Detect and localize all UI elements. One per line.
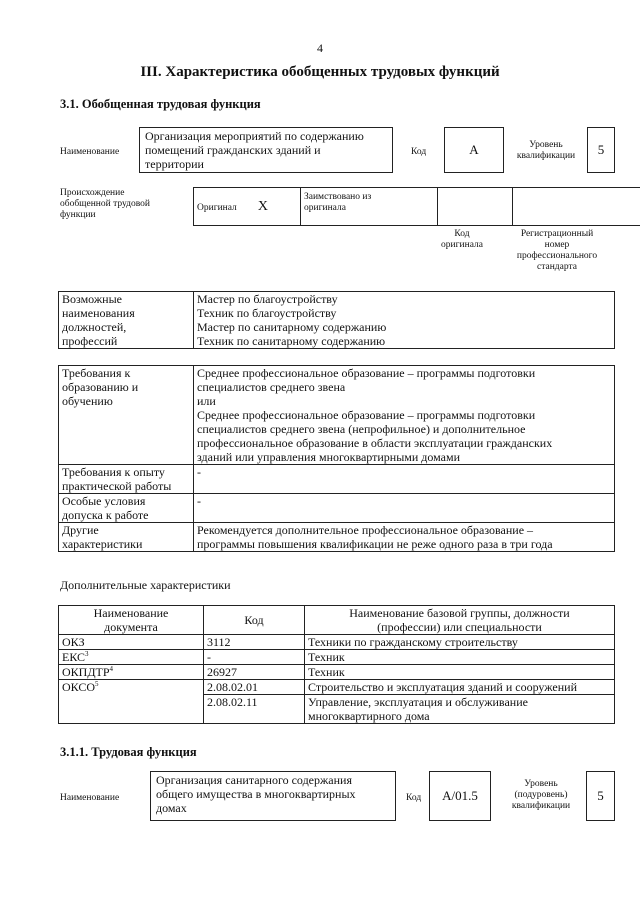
table-row (59, 650, 615, 665)
row-code: - (204, 650, 305, 665)
gtf-name-box (139, 127, 393, 173)
gtf-origin-table (193, 187, 640, 226)
origin-reg-cell (513, 188, 640, 226)
row-name: Техник (305, 665, 615, 680)
tf-code-label: Код (406, 793, 422, 803)
tf-level-value: 5 (586, 771, 615, 821)
additional-table (58, 605, 615, 724)
table-row (59, 665, 615, 680)
origin-original-cell (194, 188, 301, 226)
tf-name-line: общего имущества в многоквартирных (156, 787, 356, 801)
table-row (59, 680, 615, 695)
position-item: Техник по санитарному содержанию (197, 334, 386, 348)
tf-name-line: домах (156, 801, 187, 815)
positions-label: Возможные наименования должностей, профессий (59, 292, 194, 349)
tf-name-label: Наименование (60, 793, 120, 803)
gtf-code-value: А (444, 127, 504, 173)
req-experience-label: Требования к опыту практической работы (59, 465, 194, 494)
additional-header-name: Наименование базовой группы, должности (профессии) или специальности (305, 606, 615, 635)
row-name: Техник (305, 650, 615, 665)
tf-code-value: А/01.5 (429, 771, 491, 821)
row-doc (59, 695, 204, 724)
origin-borrowed-cell: Заимствовано из оригинала (301, 188, 438, 226)
gtf-name-line: помещений гражданских зданий и (145, 143, 321, 157)
origin-code-cell (438, 188, 513, 226)
tf-name-line: Организация санитарного содержания (156, 773, 352, 787)
tf-heading: 3.1.1. Трудовая функция (60, 745, 197, 759)
gtf-name-line: Организация мероприятий по содержанию (145, 129, 364, 143)
gtf-level-label: Уровень квалификации (516, 140, 576, 161)
section-title: III. Характеристика обобщенных трудовых функций (140, 64, 500, 80)
row-code: 2.08.02.01 (204, 680, 305, 695)
origin-mark: X (257, 199, 268, 214)
position-item: Мастер по благоустройству (197, 292, 338, 306)
page-number: 4 (317, 41, 323, 55)
row-name: Техники по гражданскому строительству (305, 635, 615, 650)
positions-list (194, 292, 615, 349)
origin-original-label: Оригинал (197, 203, 237, 213)
row-name: Строительство и эксплуатация зданий и сооружений (305, 680, 615, 695)
row-doc: ОКЗ (59, 635, 204, 650)
req-admission-label: Особые условия допуска к работе (59, 494, 194, 523)
additional-header-code: Код (204, 606, 305, 635)
position-item: Мастер по санитарному содержанию (197, 320, 387, 334)
gtf-code-label: Код (411, 147, 427, 157)
gtf-level-value: 5 (587, 127, 615, 173)
requirements-table (58, 365, 615, 552)
row-doc: ЕКС$^3$ (59, 650, 204, 665)
tf-name-box (150, 771, 396, 821)
additional-heading: Дополнительные характеристики (60, 578, 231, 592)
req-education-label: Требования к образованию и обучению (59, 366, 194, 465)
row-code: 26927 (204, 665, 305, 680)
row-name: Управление, эксплуатация и обслуживание многоквартирного дома (305, 695, 615, 724)
tf-level-label: Уровень (подуровень) квалификации (511, 779, 571, 811)
gtf-heading: 3.1. Обобщенная трудовая функция (60, 97, 261, 111)
gtf-name-label: Наименование (60, 147, 120, 157)
code-original-caption: Код оригинала (441, 229, 483, 250)
req-other-label: Другие характеристики (59, 523, 194, 552)
req-other-value: Рекомендуется дополнительное профессиональное образование – программы повышения квалификации не реже одного раза в три года (194, 523, 615, 552)
row-doc: ОКПДТР$^4$ (59, 665, 204, 680)
gtf-name-line: территории (145, 157, 204, 171)
additional-header-doc: Наименование документа (59, 606, 204, 635)
table-row (59, 695, 615, 724)
row-code: 3112 (204, 635, 305, 650)
row-code: 2.08.02.11 (204, 695, 305, 724)
position-item: Техник по благоустройству (197, 306, 337, 320)
req-admission-value: - (194, 494, 615, 523)
table-row (59, 635, 615, 650)
gtf-origin-label: Происхождение обобщенной трудовой функции (60, 188, 150, 220)
row-doc: ОКСО$^5$ (59, 680, 204, 695)
req-education-value: Среднее профессиональное образование – программы подготовки специалистов среднего звена или Среднее профессиональное образование – программы подготовки специалистов среднего звена (непрофильное) и дополнительное профессиональное образование в области эксплуатации гражданских зданий или управления многоквартирными домами (194, 366, 615, 465)
reg-number-caption: Регистрационный номер профессионального стандарта (516, 229, 598, 272)
positions-table (58, 291, 615, 349)
req-experience-value: - (194, 465, 615, 494)
